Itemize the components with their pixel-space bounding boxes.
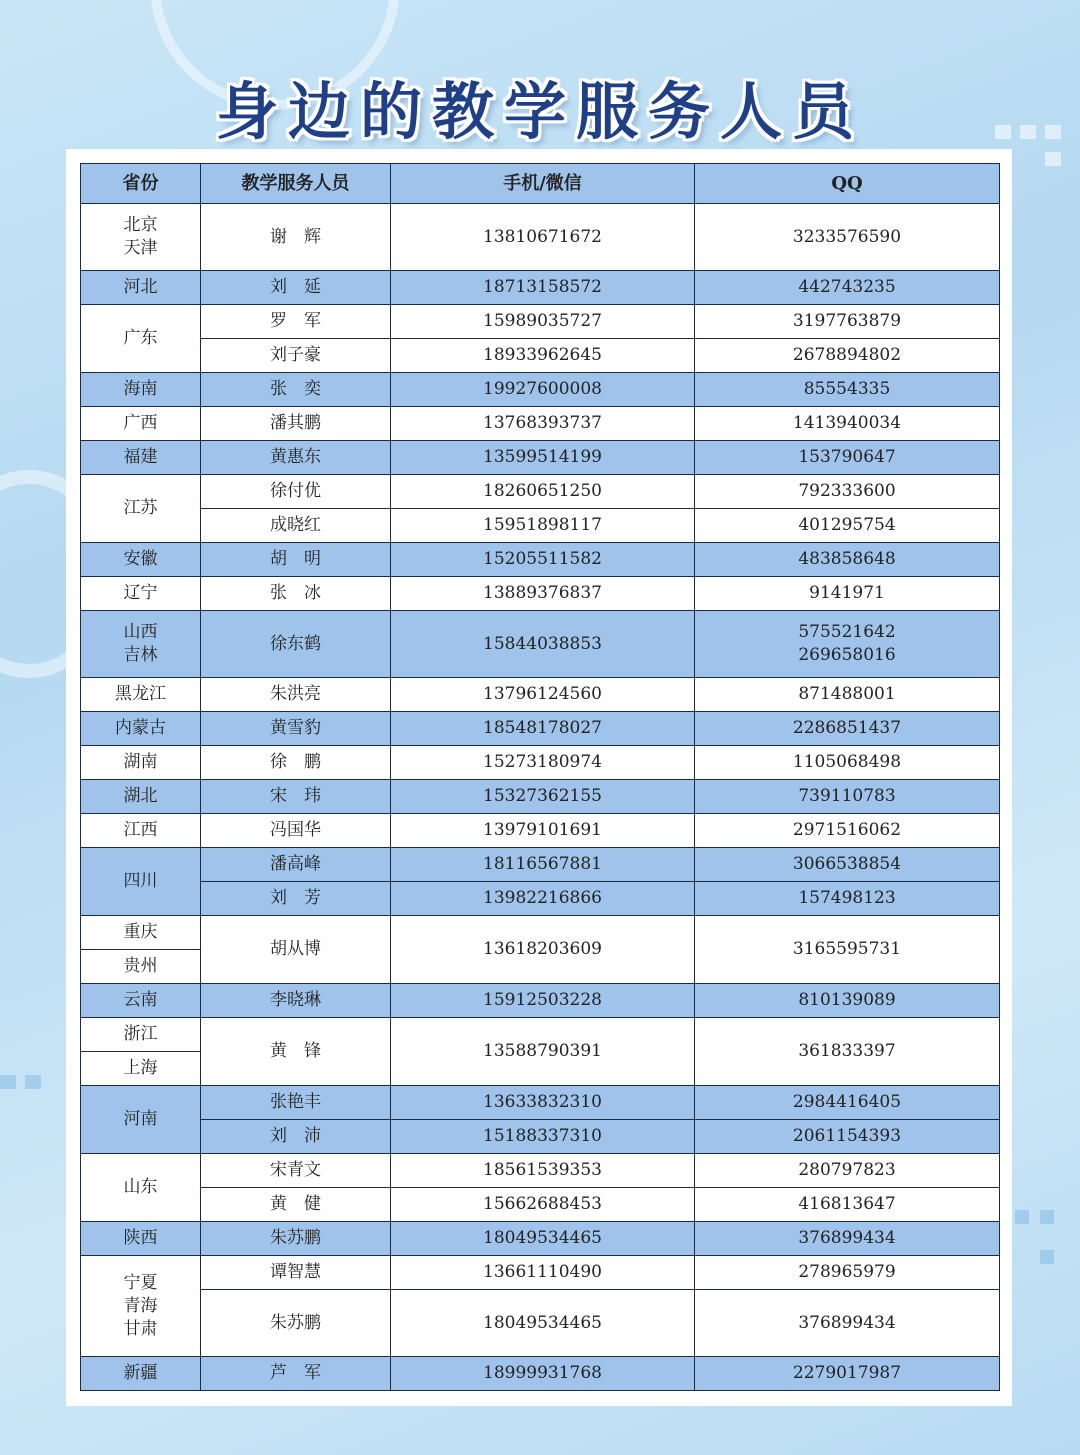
phone-cell: 15989035727 <box>391 305 695 339</box>
province-cell: 广西 <box>81 407 201 441</box>
staff-name-cell: 谭智慧 <box>201 1256 391 1290</box>
table-row <box>81 848 1000 882</box>
qq-cell: 810139089 <box>695 984 1000 1018</box>
qq-cell: 575521642 269658016 <box>695 611 1000 678</box>
province-cell: 湖北 <box>81 780 201 814</box>
province-cell: 安徽 <box>81 543 201 577</box>
qq-cell: 416813647 <box>695 1188 1000 1222</box>
province-cell: 北京 天津 <box>81 204 201 271</box>
province-cell: 江西 <box>81 814 201 848</box>
phone-cell: 13588790391 <box>391 1018 695 1086</box>
table-row <box>81 916 1000 950</box>
table-row <box>81 407 1000 441</box>
staff-name-cell: 朱苏鹏 <box>201 1290 391 1357</box>
table-row <box>81 1018 1000 1052</box>
phone-cell: 18561539353 <box>391 1154 695 1188</box>
province-cell: 河南 <box>81 1086 201 1154</box>
qq-cell: 3066538854 <box>695 848 1000 882</box>
header-qq: QQ <box>695 164 1000 204</box>
table-row <box>81 746 1000 780</box>
province-cell: 河北 <box>81 271 201 305</box>
province-cell: 重庆 <box>81 916 201 950</box>
staff-name-cell: 罗 军 <box>201 305 391 339</box>
province-cell: 云南 <box>81 984 201 1018</box>
phone-cell: 18116567881 <box>391 848 695 882</box>
header-province: 省份 <box>81 164 201 204</box>
qq-cell: 2279017987 <box>695 1357 1000 1391</box>
qq-cell: 376899434 <box>695 1222 1000 1256</box>
phone-cell: 15912503228 <box>391 984 695 1018</box>
phone-cell: 13599514199 <box>391 441 695 475</box>
staff-name-cell: 刘 芳 <box>201 882 391 916</box>
qq-cell: 280797823 <box>695 1154 1000 1188</box>
staff-name-cell: 黄 锋 <box>201 1018 391 1086</box>
phone-cell: 15205511582 <box>391 543 695 577</box>
qq-cell: 85554335 <box>695 373 1000 407</box>
phone-cell: 18713158572 <box>391 271 695 305</box>
staff-name-cell: 冯国华 <box>201 814 391 848</box>
table-row <box>81 1188 1000 1222</box>
table-row <box>81 1086 1000 1120</box>
province-cell: 湖南 <box>81 746 201 780</box>
table-header-row <box>81 164 1000 204</box>
province-cell: 广东 <box>81 305 201 373</box>
province-cell: 海南 <box>81 373 201 407</box>
qq-cell: 278965979 <box>695 1256 1000 1290</box>
table-row <box>81 882 1000 916</box>
province-cell: 上海 <box>81 1052 201 1086</box>
province-cell: 辽宁 <box>81 577 201 611</box>
table-row <box>81 271 1000 305</box>
province-cell: 宁夏 青海 甘肃 <box>81 1256 201 1357</box>
qq-cell: 483858648 <box>695 543 1000 577</box>
phone-cell: 18548178027 <box>391 712 695 746</box>
phone-cell: 18260651250 <box>391 475 695 509</box>
phone-cell: 18049534465 <box>391 1222 695 1256</box>
phone-cell: 15951898117 <box>391 509 695 543</box>
qq-cell: 153790647 <box>695 441 1000 475</box>
table-row <box>81 1290 1000 1357</box>
phone-cell: 13796124560 <box>391 678 695 712</box>
staff-name-cell: 黄雪豹 <box>201 712 391 746</box>
table-row <box>81 712 1000 746</box>
staff-name-cell: 成晓红 <box>201 509 391 543</box>
phone-cell: 13768393737 <box>391 407 695 441</box>
staff-name-cell: 刘 延 <box>201 271 391 305</box>
province-cell: 黑龙江 <box>81 678 201 712</box>
decorative-square <box>1015 1210 1029 1224</box>
staff-name-cell: 徐东鹤 <box>201 611 391 678</box>
staff-name-cell: 张 奕 <box>201 373 391 407</box>
qq-cell: 157498123 <box>695 882 1000 916</box>
province-cell: 江苏 <box>81 475 201 543</box>
table-row <box>81 1256 1000 1290</box>
qq-cell: 739110783 <box>695 780 1000 814</box>
table-row <box>81 678 1000 712</box>
qq-cell: 3233576590 <box>695 204 1000 271</box>
table-row <box>81 611 1000 678</box>
qq-cell: 2061154393 <box>695 1120 1000 1154</box>
phone-cell: 15188337310 <box>391 1120 695 1154</box>
phone-cell: 13889376837 <box>391 577 695 611</box>
qq-cell: 361833397 <box>695 1018 1000 1086</box>
staff-name-cell: 李晓琳 <box>201 984 391 1018</box>
decorative-square <box>0 1075 16 1089</box>
table-row <box>81 814 1000 848</box>
phone-cell: 13979101691 <box>391 814 695 848</box>
province-cell: 贵州 <box>81 950 201 984</box>
province-cell: 福建 <box>81 441 201 475</box>
header-phone: 手机/微信 <box>391 164 695 204</box>
staff-name-cell: 潘高峰 <box>201 848 391 882</box>
staff-name-cell: 宋 玮 <box>201 780 391 814</box>
qq-cell: 376899434 <box>695 1290 1000 1357</box>
qq-cell: 1105068498 <box>695 746 1000 780</box>
table-row <box>81 204 1000 271</box>
table-row <box>81 339 1000 373</box>
decorative-square <box>1040 1210 1054 1224</box>
phone-cell: 13810671672 <box>391 204 695 271</box>
staff-name-cell: 芦 军 <box>201 1357 391 1391</box>
table-row <box>81 984 1000 1018</box>
staff-name-cell: 朱苏鹏 <box>201 1222 391 1256</box>
decorative-square <box>1045 152 1061 166</box>
staff-name-cell: 张 冰 <box>201 577 391 611</box>
phone-cell: 19927600008 <box>391 373 695 407</box>
table-row <box>81 441 1000 475</box>
table-row <box>81 1154 1000 1188</box>
province-cell: 四川 <box>81 848 201 916</box>
phone-cell: 13633832310 <box>391 1086 695 1120</box>
staff-name-cell: 黄 健 <box>201 1188 391 1222</box>
table-row <box>81 305 1000 339</box>
qq-cell: 871488001 <box>695 678 1000 712</box>
page-title: 身边的教学服务人员 <box>215 75 864 148</box>
qq-cell: 1413940034 <box>695 407 1000 441</box>
table-row <box>81 577 1000 611</box>
qq-cell: 2971516062 <box>695 814 1000 848</box>
province-cell: 新疆 <box>81 1357 201 1391</box>
header-staff: 教学服务人员 <box>201 164 391 204</box>
table-row <box>81 1222 1000 1256</box>
table-row <box>81 780 1000 814</box>
staff-table <box>80 163 1000 1391</box>
staff-name-cell: 刘子豪 <box>201 339 391 373</box>
staff-name-cell: 黄惠东 <box>201 441 391 475</box>
phone-cell: 13982216866 <box>391 882 695 916</box>
qq-cell: 3165595731 <box>695 916 1000 984</box>
qq-cell: 2286851437 <box>695 712 1000 746</box>
phone-cell: 15273180974 <box>391 746 695 780</box>
table-row <box>81 1120 1000 1154</box>
phone-cell: 18933962645 <box>391 339 695 373</box>
staff-name-cell: 胡从博 <box>201 916 391 984</box>
table-row <box>81 475 1000 509</box>
staff-name-cell: 朱洪亮 <box>201 678 391 712</box>
qq-cell: 3197763879 <box>695 305 1000 339</box>
qq-cell: 792333600 <box>695 475 1000 509</box>
qq-cell: 2678894802 <box>695 339 1000 373</box>
staff-name-cell: 徐 鹏 <box>201 746 391 780</box>
decorative-square <box>25 1075 41 1089</box>
table-row <box>81 1357 1000 1391</box>
province-cell: 浙江 <box>81 1018 201 1052</box>
qq-cell: 442743235 <box>695 271 1000 305</box>
table-row <box>81 509 1000 543</box>
table-row <box>81 373 1000 407</box>
phone-cell: 13661110490 <box>391 1256 695 1290</box>
province-cell: 山西 吉林 <box>81 611 201 678</box>
phone-cell: 18049534465 <box>391 1290 695 1357</box>
decorative-square <box>1040 1250 1054 1264</box>
staff-name-cell: 徐付优 <box>201 475 391 509</box>
staff-name-cell: 潘其鹏 <box>201 407 391 441</box>
staff-name-cell: 刘 沛 <box>201 1120 391 1154</box>
phone-cell: 15844038853 <box>391 611 695 678</box>
province-cell: 山东 <box>81 1154 201 1222</box>
province-cell: 内蒙古 <box>81 712 201 746</box>
staff-name-cell: 张艳丰 <box>201 1086 391 1120</box>
staff-name-cell: 胡 明 <box>201 543 391 577</box>
phone-cell: 18999931768 <box>391 1357 695 1391</box>
staff-name-cell: 谢 辉 <box>201 204 391 271</box>
phone-cell: 15662688453 <box>391 1188 695 1222</box>
staff-name-cell: 宋青文 <box>201 1154 391 1188</box>
qq-cell: 2984416405 <box>695 1086 1000 1120</box>
table-row <box>81 543 1000 577</box>
phone-cell: 15327362155 <box>391 780 695 814</box>
province-cell: 陕西 <box>81 1222 201 1256</box>
qq-cell: 401295754 <box>695 509 1000 543</box>
qq-cell: 9141971 <box>695 577 1000 611</box>
phone-cell: 13618203609 <box>391 916 695 984</box>
